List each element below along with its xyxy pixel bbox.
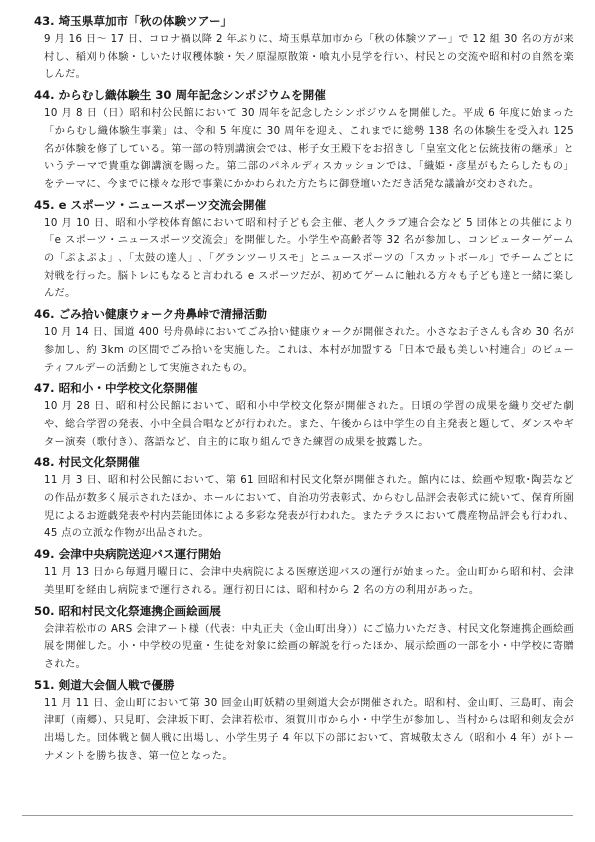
entry-title: 50. 昭和村民文化祭連携企画絵画展 — [34, 603, 221, 618]
entry-text: 会津若松市の ARS 会津アート様（代表：中丸正夫（金山町出身））にご協力いただき、村民文化祭連携企画絵画展を開催した。小・中学校の児童・生徒を対象に絵画の解説を行ったほか、展示絵画の一部を小・中学校に寄贈された。 — [44, 623, 574, 670]
entry-text: 11 月 3 日、昭和村公民館において、第 61 回昭和村民文化祭が開催された。館内には、絵画や短歌･陶芸などの作品が数多く展示されたほか、ホールにおいて、自治功労表彰式、からむし品評会表彰式に続いて、保育所園児によるお遊戯発表や村内芸能団体による多彩な発表が行われた。またテラスにおいて農産物品評会も行われ、45 点の立派な作物が出品された。 — [44, 475, 574, 540]
entry-51 — [34, 676, 574, 766]
entry-text: 10 月 8 日（日）昭和村公民館において 30 周年を記念したシンポジウムを開催した。平成 6 年度に始まった「からむし織体験生事業」は、令和 5 年度に 30 周年を迎え、これまでに総勢 138 名の体験生を受入れ 125 名が体験を修了している。第一部の特別講演会では、彬子女王殿下をお招きし「皇室文化と伝統技術の継承」というテーマで貴重な御講演を賜った。第二部のパネルディスカッションでは、「織姫・彦星がもたらしたもの」をテーマに、今までに様々な形で事業にかかわられた方たちに御登壇いただき活発な議論が交わされた。 — [44, 108, 574, 190]
entry-text: 10 月 14 日、国道 400 号舟鼻峠においてごみ拾い健康ウォークが開催された。小さなお子さんも含め 30 名が参加し、約 3km の区間でごみ拾いを実施した。これは、本村が加盟する「日本で最も美しい村連合」のビューティフルデーの活動として実施されたもの。 — [44, 327, 574, 374]
footer-divider — [22, 815, 573, 816]
entry-title: 44. からむし織体験生 30 周年記念シンポジウムを開催 — [34, 88, 326, 103]
entry-46 — [34, 305, 574, 377]
entry-43 — [34, 12, 574, 84]
entry-text: 10 月 28 日、昭和村公民館において、昭和小中学校文化祭が開催された。日頃の学習の成果を織り交ぜた劇や、総合学習の発表、小中全員合唱などが行われた。また、午後からは中学生の自主発表と題して、ダンスやギター演奏（歌付き）、落語など、自主的に取り組んできた練習の成果を披露した。 — [44, 401, 574, 448]
entry-48 — [34, 453, 574, 543]
entry-50 — [34, 602, 574, 674]
entry-title: 49. 会津中央病院送迎バス運行開始 — [34, 547, 221, 562]
entry-title: 43. 埼玉県草加市「秋の体験ツアー」 — [34, 14, 233, 28]
entry-49 — [34, 545, 574, 599]
entry-text: 11 月 11 日、金山町において第 30 回金山町妖精の里剣道大会が開催された。昭和村、金山町、三島町、南会津町（南郷）、只見町、会津坂下町、会津若松市、須賀川市から小・中学生が参加し、当村からは昭和剣友会が出場した。団体戦と個人戦に出場し、小学生男子 4 年以下の部において、宮城敬太さん（昭和小 4 年）がトーナメントを勝ち抜き、第一位となった。 — [44, 697, 574, 762]
entry-title: 48. 村民文化祭開催 — [34, 455, 140, 470]
entry-44 — [34, 86, 574, 194]
entry-text: 9 月 16 日～ 17 日、コロナ禍以降 2 年ぶりに、埼玉県草加市から「秋の体験ツアー」で 12 組 30 名の方が来村し、稲刈り体験・しいたけ収穫体験・矢ノ原湿原散策・喰丸小見学を行い、村民との交流や昭和村の自然を楽しんだ。 — [44, 34, 574, 81]
entry-title: 45. e スポーツ・ニュースポーツ交流会開催 — [34, 197, 267, 212]
entry-45 — [34, 196, 574, 304]
entry-text: 10 月 10 日、昭和小学校体育館において昭和村子ども会主催、老人クラブ連合会など 5 団体との共催により「e スポーツ・ニュースポーツ交流会」を開催した。小学生や高齢者等 32 名が参加し、コンピューターゲームの「ぷよぷよ」､「太鼓の達人」､「グランツーリスモ」とニュースポーツの「スカットボール」でチームごとに対戦を行った。脳トレにもなると言われる e スポーツだが、初めてゲームに触れる方々も子ども達と一緒に楽しんだ。 — [44, 217, 574, 300]
entry-47 — [34, 379, 574, 451]
entry-text: 11 月 13 日から毎週月曜日に、会津中央病院による医療送迎バスの運行が始まった。金山町から昭和村、会津美里町を経由し病院まで運行される。運行初日には、昭和村から 2 名の方の利用があった。 — [44, 567, 574, 596]
entry-title: 47. 昭和小・中学校文化祭開催 — [34, 381, 198, 396]
entry-title: 46. ごみ拾い健康ウォーク舟鼻峠で清掃活動 — [34, 307, 267, 322]
document-body — [34, 12, 574, 768]
entry-title: 51. 剣道大会個人戦で優勝 — [34, 677, 175, 692]
